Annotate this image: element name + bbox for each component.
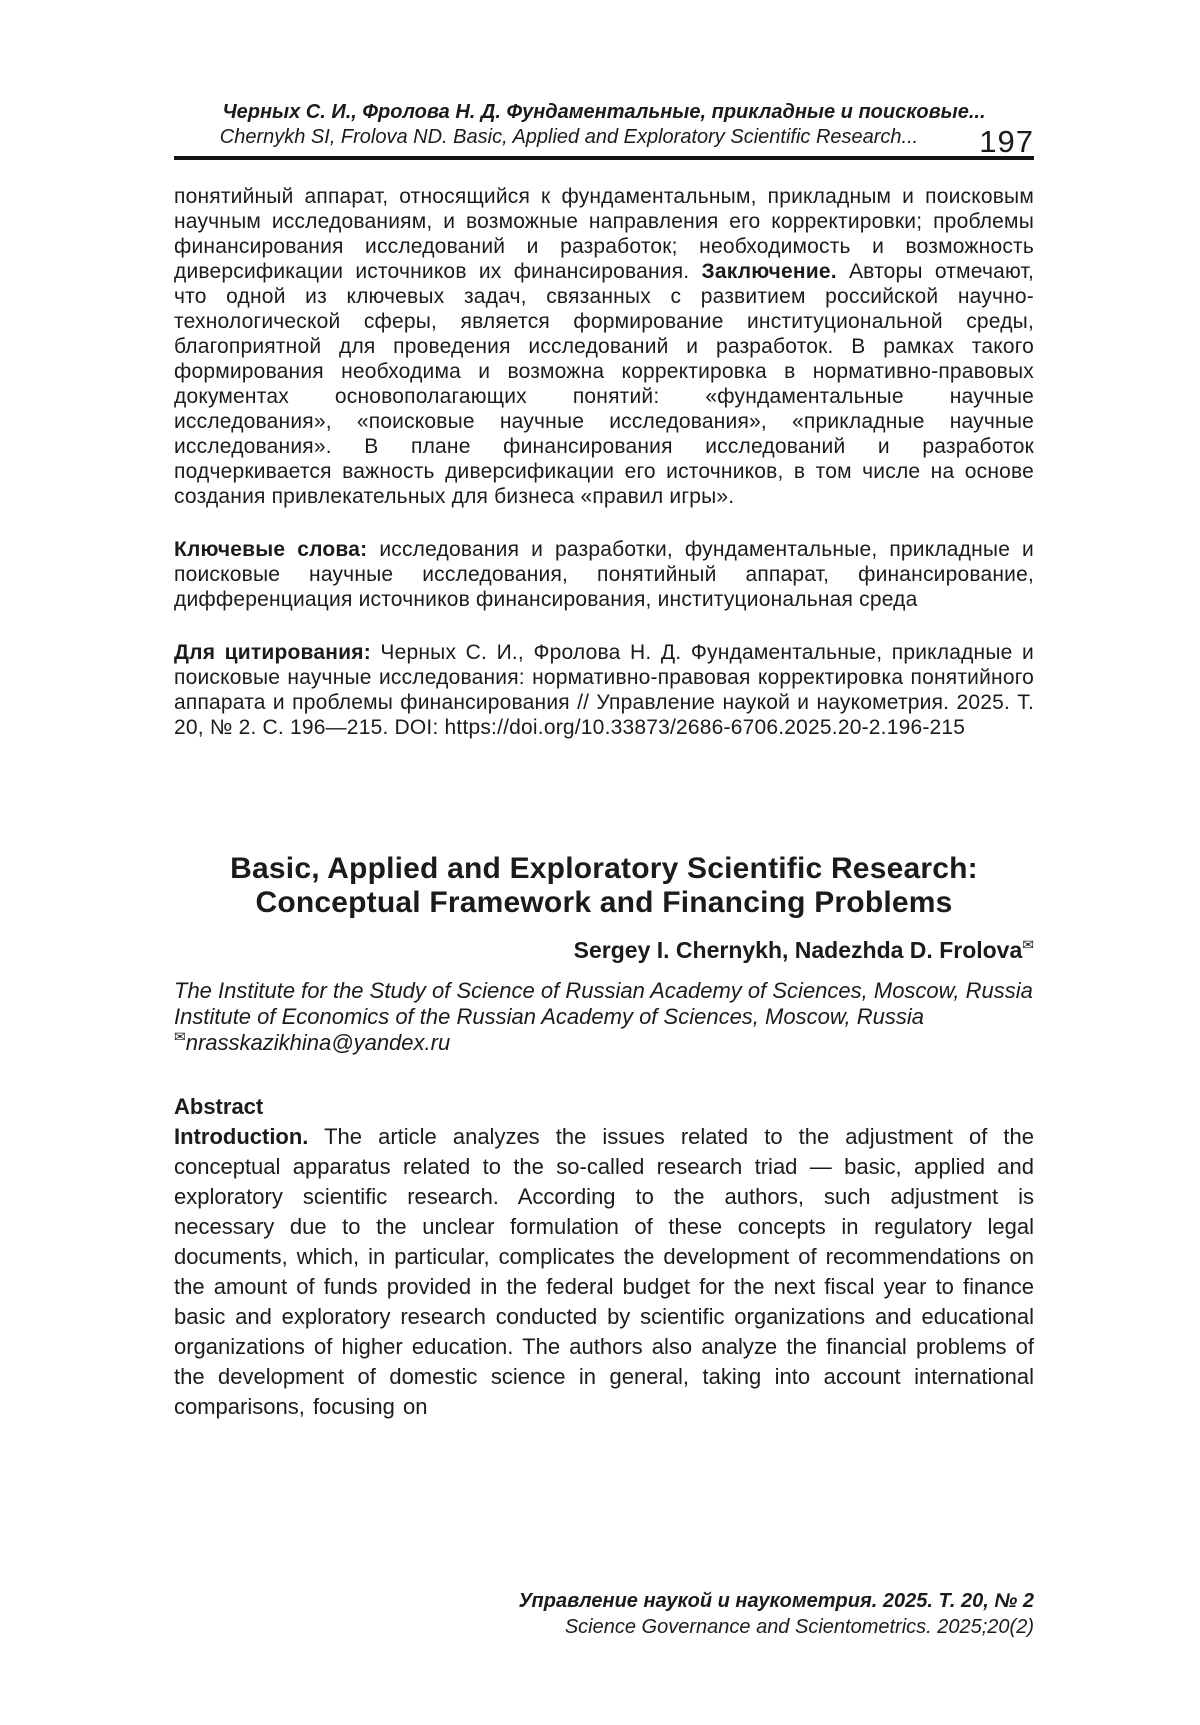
email-link[interactable]: nrasskazikhina@yandex.ru (185, 1030, 451, 1055)
article-title (174, 852, 1034, 920)
citation-label: Для цитирования: (174, 641, 371, 664)
header-rule (174, 156, 1034, 160)
abstract-en-paragraph (174, 1122, 1034, 1422)
affiliations-block (174, 978, 1034, 1056)
footer-journal-ru: Управление наукой и наукометрия. 2025. Т. 20, № 2 (518, 1590, 1034, 1612)
doi-link[interactable]: https://doi.org/10.33873/2686-6706.2025.20-2.196-215 (444, 716, 966, 739)
authors-names: Sergey I. Chernykh, Nadezhda D. Frolova (573, 937, 1023, 963)
footer-journal-en: Science Governance and Scientometrics. 2025;20(2) (564, 1616, 1034, 1638)
citation-text: Черных С. И., Фролова Н. Д. Фундаментальные, прикладные и поисковые научные исследования: нормативно-правовая корректировка понятийного аппарата и проблемы финансирования // Управление наукой и наукометрия. 2025. Т. 20, № 2. С. 196—215. DOI: (174, 641, 1034, 739)
citation-paragraph (174, 640, 1034, 740)
abstract-heading: Abstract (174, 1094, 264, 1119)
keywords-label: Ключевые слова: (174, 538, 368, 561)
authors-line (174, 936, 1034, 964)
abstract-ru-paragraph (174, 184, 1034, 509)
affiliation-2: Institute of Economics of the Russian Academy of Sciences, Moscow, Russia (174, 1004, 924, 1029)
abstract-en-text: The article analyzes the issues related to the adjustment of the conceptual apparatus related to the so-called research triad — basic, applied and exploratory scientific research. According to the authors, such adjustment is necessary due to the unclear formulation of these concepts in regulatory legal documents, which, in particular, complicates the development of recommendations on the amount of funds provided in the federal budget for the next fiscal year to finance basic and exploratory research conducted by scientific organizations and educational organizations of higher education. The authors also analyze the financial problems of the development of domestic science in general, taking into account international comparisons, focusing on (174, 1124, 1034, 1419)
running-title-en: Chernykh SI, Frolova ND. Basic, Applied and Exploratory Scientific Research... (219, 126, 919, 148)
article-title-line1: Basic, Applied and Exploratory Scientific Research: (230, 852, 978, 885)
email-line (174, 1030, 1034, 1056)
keywords-paragraph (174, 537, 1034, 612)
abstract-ru-text-start: понятийный аппарат, относящийся к фундаментальным, прикладным и поисковым научным исследованиям, и возможные направления его корректировки; проблемы финансирования исследований и разработок; необходимость и возможность диверсификации источников их финансирования. (174, 185, 1034, 283)
article-title-line2: Conceptual Framework and Financing Problems (255, 886, 953, 919)
running-title-ru: Черных С. И., Фролова Н. Д. Фундаментальные, прикладные и поисковые... (222, 101, 986, 123)
journal-footer (519, 1588, 1035, 1640)
page-content (174, 0, 1034, 1422)
page-number: 197 (979, 124, 1034, 159)
conclusion-label: Заключение. (701, 260, 837, 283)
affiliation-1: The Institute for the Study of Science of Russian Academy of Sciences, Moscow, Russia (174, 978, 1033, 1003)
envelope-icon: ✉ (1022, 936, 1034, 953)
keywords-text: исследования и разработки, фундаментальные, прикладные и поисковые научные исследования, понятийный аппарат, финансирование, дифференциация источников финансирования, институциональная среда (174, 538, 1034, 611)
introduction-label: Introduction. (174, 1124, 309, 1149)
running-head (174, 0, 1034, 159)
abstract-ru-text-end: Авторы отмечают, что одной из ключевых задач, связанных с развитием российской научно-технологической сферы, является формирование институциональной среды, благоприятной для проведения исследований и разработок. В рамках такого формирования необходима и возможна корректировка в нормативно-правовых документах основополагающих понятий: «фундаментальные научные исследования», «поисковые научные исследования», «прикладные научные исследования». В плане финансирования исследований и разработок подчеркивается важность диверсификации его источников, в том числе на основе создания привлекательных для бизнеса «правил игры». (174, 260, 1034, 508)
envelope-icon: ✉ (174, 1028, 186, 1045)
